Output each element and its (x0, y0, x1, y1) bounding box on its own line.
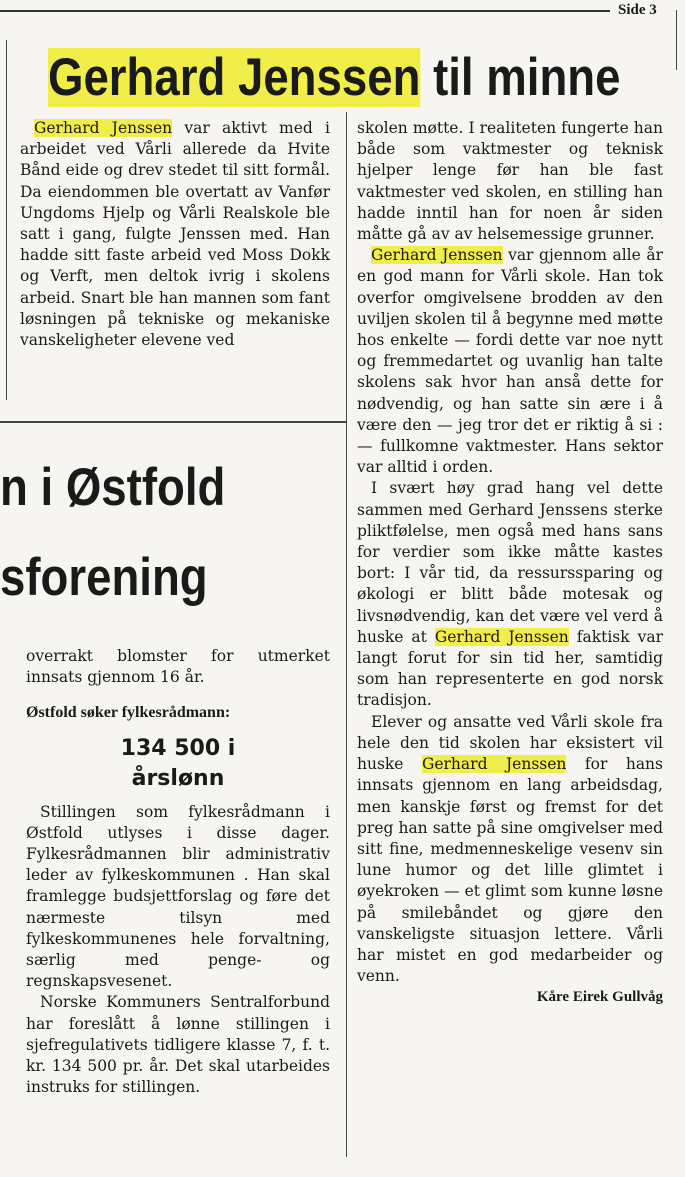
left-column-rule (6, 40, 7, 400)
article-separator (0, 421, 346, 423)
signature: Kåre Eirek Gullvåg (536, 989, 663, 1006)
name-highlight: Gerhard Jenssen (34, 119, 173, 137)
col2-p3-start: I svært høy grad hang vel dette sammen med Gerhard Jenssens sterke pliktfølelse, men også med hans sans for verdier som ikke måtte kastes bort: I vår tid, da ressurssparing og økologi er blitt både motesak og livsnødvendig, kan det være vel verd å huske at (357, 479, 663, 646)
salary-line-2: årslønn (131, 765, 225, 791)
article2-paragraph-2: Norske Kommuners Sentralforbund har foreslått å lønne stillingen i sjefregulativets tidligere klasse 7, f. t. kr. 134 500 pr. år. Det skal utarbeides instruks for stillingen. (26, 993, 330, 1097)
col2-p3-end: faktisk var langt forut for sin tid her, samtidig som han representerte en god norsk tradisjon. (357, 627, 663, 710)
col2-p4-end: for hans innsats gjennom en lang arbeidsdag, men kanskje først og fremst for det preg han satte på sine omgivelser med sitt fine, medmenneskelige vesenv sin lune humor og det lille glimtet i øyekroken — et glimt som kunne løsne på smilebåndet og gjøre den vanskeligste situasjon lettere. Vårli har mistet en god medarbeider og venn. (357, 755, 663, 986)
article1-column2 (357, 118, 663, 1009)
col1-text: var aktivt med i arbeidet ved Vårli allerede da Hvite Bånd eide og drev stedet til sitt formål. Da eiendommen ble overtatt av Vanfør Ungdoms Hjelp og Vårli Realskole ble satt i gang, fulgte Jenssen med. Han hadde sitt faste arbeid ved Moss Dokk og Verft, men deltok ivrig i skolens arbeid. Snart ble han mannen som fant løsningen på tekniske og mekaniske vanskeligheter elevene ved (20, 119, 330, 350)
col2-paragraph-1: skolen møtte. I realiteten fungerte han både som vaktmester og teknisk hjelper lenge før han ble fast vaktmester ved skolen, en stilling han hadde inntil han for noen år siden måtte gå av av helsemessige grunner. (357, 119, 663, 244)
article2-intro: overrakt blomster for utmerket innsats gjennom 16 år. (26, 647, 330, 687)
column-divider (346, 112, 347, 1157)
salary-line-1: 134 500 i (120, 735, 236, 761)
article2-column (26, 646, 330, 1098)
headline-name-highlight: Gerhard Jenssen (48, 48, 421, 107)
name-highlight: Gerhard Jenssen (421, 755, 567, 774)
article2-paragraph-1: Stillingen som fylkesrådmann i Østfold utlyses i disse dager. Fylkesrådmannen blir administrativ leder av fylkeskommunen . Han skal framlegge budsjettforslag og føre det nærmeste tilsyn med fylkeskommunenes hele forvaltning, særlig med penge- og regnskapsvesenet. (26, 802, 330, 991)
col2-paragraph-2 (357, 245, 663, 478)
article2-headline-line1: n i Østfold (0, 458, 226, 517)
article2-headline-line2: sforening (0, 548, 208, 607)
col2-p2-text: var gjennom alle år en god mann for Vårli skole. Han tok overfor omgivelsene brodden av den uviljen skolen til å begynne med møtte hos enkelte — fordi dette var noe nytt og fremmedartet og uvanlig han talte skolens sak hvor han anså dette for nødvendig, og han satte sin ære i å være den — jeg tror det er riktig å si : — fullkomne vaktmester. Hans sektor var alltid i orden. (357, 246, 663, 477)
headline-rest: til minne (420, 48, 621, 107)
article2-subhead: Østfold søker fylkesrådmann: (26, 704, 231, 722)
col2-paragraph-4 (357, 712, 663, 988)
article1-headline (48, 46, 621, 110)
col2-p4-start: Elever og ansatte ved Vårli skole fra hele den tid skolen har eksistert vil huske (357, 712, 663, 774)
name-highlight: Gerhard Jenssen (434, 627, 569, 646)
article1-column1 (20, 118, 330, 351)
article1-col1-paragraph (20, 118, 330, 351)
name-highlight: Gerhard Jenssen (371, 246, 503, 265)
col2-paragraph-3 (357, 478, 663, 711)
top-rule (0, 10, 610, 12)
right-edge-rule (676, 10, 677, 70)
page-number: Side 3 (618, 2, 657, 18)
